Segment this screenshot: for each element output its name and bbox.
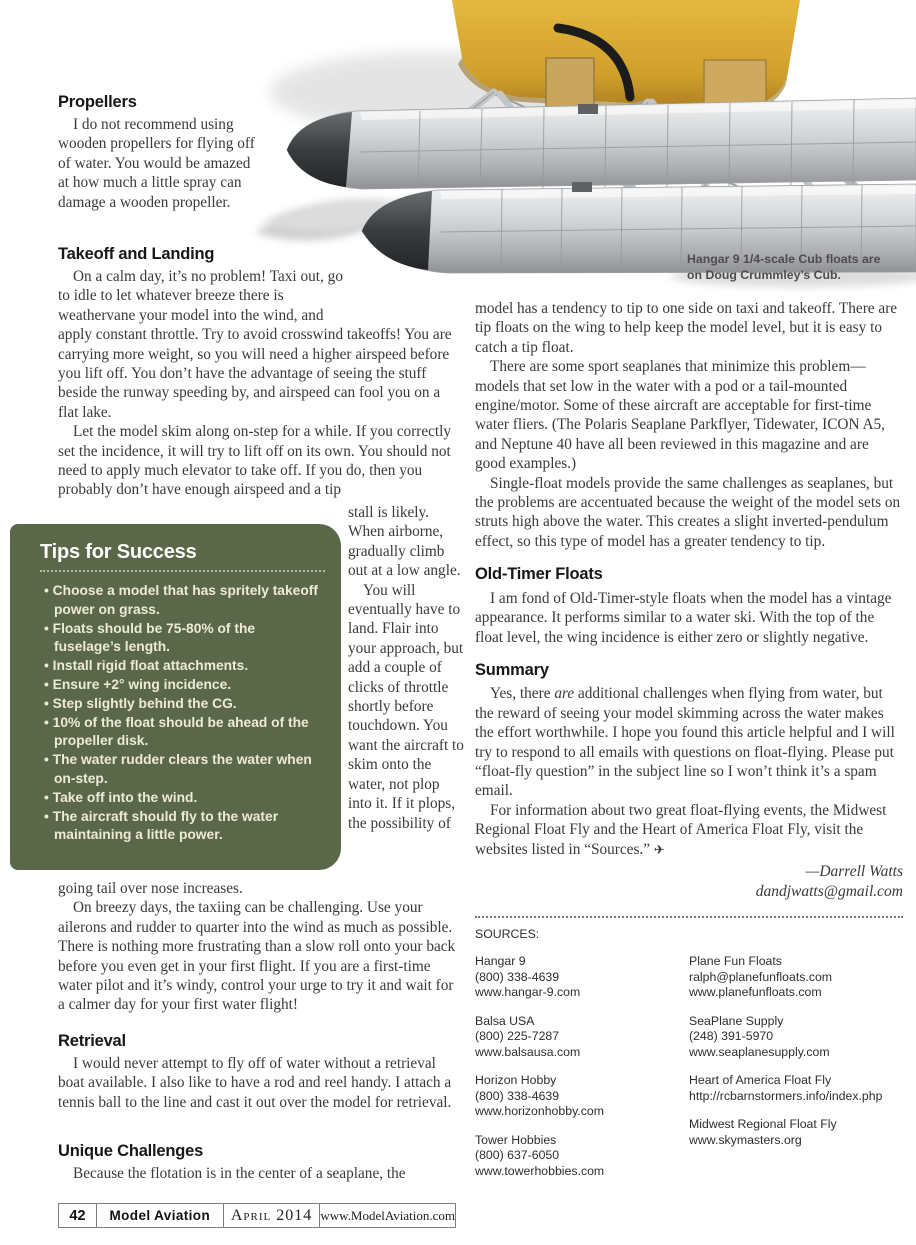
source-url: www.towerhobbies.com: [475, 1163, 605, 1178]
sources-label: SOURCES:: [475, 926, 540, 941]
source-entry: [475, 954, 689, 1001]
heading-summary: Summary: [475, 660, 549, 679]
footer-page-number: 42: [69, 1207, 86, 1224]
sources-column-1: [475, 954, 689, 1192]
tips-list-item: • The aircraft should fly to the water maintaining a little power.: [40, 808, 325, 846]
paragraph-retrieval: [58, 1054, 464, 1112]
source-entry: [689, 954, 903, 1001]
source-url: www.balsausa.com: [475, 1044, 581, 1059]
source-url: www.planefunfloats.com: [689, 985, 822, 1000]
paragraph-text: going tail over nose increases.: [58, 880, 243, 897]
source-entry: [689, 1117, 903, 1148]
heading-propellers: Propellers: [58, 93, 137, 111]
paragraph-text: additional challenges when flying from water, but the reward of seeing your model skimming across the water makes the effort worthwhile. I hope you found this article helpful and I will try to respond to all emails with questions on float-flying. Please put “float-fly question” in the subject line so I won’t think it’s a spam email.: [475, 685, 895, 800]
source-url: http://rcbarnstormers.info/index.php: [689, 1088, 883, 1103]
source-name: Tower Hobbies: [475, 1132, 557, 1147]
source-phone: (800) 338-4639: [475, 1088, 560, 1103]
page-footer: [58, 1203, 456, 1228]
author-signature: [475, 862, 903, 902]
paragraph-text: [58, 267, 464, 422]
source-phone: (800) 225-7287: [475, 1029, 560, 1044]
source-name: Midwest Regional Float Fly: [689, 1117, 837, 1132]
source-entry: [475, 1133, 689, 1180]
paragraph-summary: [475, 684, 903, 800]
tips-box-title: Tips for Success: [40, 541, 325, 572]
paragraph-text: For information about two great float-flying events, the Midwest Regional Float Fly and the Heart of America Float Fly, visit the websites listed in “Sources.”: [475, 801, 887, 858]
tips-list-item: • Install rigid float attachments.: [40, 657, 325, 676]
source-name: Balsa USA: [475, 1013, 535, 1028]
sources-columns: [475, 954, 903, 1192]
paragraph-text: Because the flotation is in the center of a seaplane, the: [73, 1165, 406, 1182]
tips-list-item: • Floats should be 75-80% of the fuselage’s length.: [40, 620, 325, 658]
source-name: Plane Fun Floats: [689, 954, 782, 969]
source-entry: [689, 1073, 903, 1104]
author-name: —Darrell Watts: [805, 862, 903, 880]
paragraph-propellers: [58, 115, 258, 212]
tips-list: [40, 582, 325, 845]
paragraph-takeoff: [58, 267, 464, 500]
heading-retrieval: Retrieval: [58, 1032, 126, 1050]
source-name: Hangar 9: [475, 954, 526, 969]
source-entry: [475, 1073, 689, 1120]
paragraph-text: I am fond of Old-Timer-style floats when the model has a vintage appearance. It performs similar to a water ski. With the top of the float level, the wing incidence is either zero or slightly negative.: [475, 589, 892, 646]
source-url: www.skymasters.org: [689, 1132, 802, 1147]
tips-list-item: • Choose a model that has spritely takeoff power on grass.: [40, 582, 325, 620]
paragraph-text: I do not recommend using wooden propellers for flying off of water. You would be amazed at how much a little spray can damage a wooden propeller.: [58, 116, 255, 211]
heading-old-timer-floats: Old-Timer Floats: [475, 565, 603, 584]
source-name: Heart of America Float Fly: [689, 1073, 832, 1088]
paragraph-text: On breezy days, the taxiing can be challenging. Use your ailerons and rudder to quarter into the wind as much as possible. There is nothing more frustrating than a slow roll onto your back before you even get in your first flight. If you are a first-time water pilot and it’s windy, control your urge to try it and wait for a calmer day for your first water flight!: [58, 899, 456, 1014]
paragraph-text: There are some sport seaplanes that minimize this problem—models that set low in the water with a pod or a tail-mounted engine/motor. Some of these aircraft are acceptable for first-time water fliers. (The Polaris Seaplane Parkflyer, Tidewater, ICON A5, and Neptune 40 have all been reviewed in this magazine and are good examples.): [475, 358, 885, 473]
paragraph-text: Single-float models provide the same challenges as seaplanes, but the problems are accentuated because the weight of the model sets on struts high above the water. This creates a slight inverted-pendulum effect, so this type of model has a greater tendency to tip.: [475, 474, 901, 550]
paragraph-text: You will eventually have to land. Flair into your approach, but add a couple of clicks of throttle shortly before touchdown. You want the aircraft to skim onto the water, not plop into it. If it plops, the possibility of: [348, 581, 464, 832]
tips-list-item: • The water rudder clears the water when on-step.: [40, 751, 325, 789]
tips-for-success-box: [10, 524, 341, 870]
photo-caption: Hangar 9 1/4-scale Cub floats are on Doug Crummley’s Cub.: [687, 252, 881, 282]
tips-list-item: • 10% of the float should be ahead of the propeller disk.: [40, 714, 325, 752]
paragraph-text: Yes, there: [490, 685, 555, 703]
source-name: Horizon Hobby: [475, 1073, 557, 1088]
paragraph-summary-2: [475, 801, 903, 860]
airplane-dingbat-icon: ✈: [653, 842, 665, 858]
footer-magazine-title: Model Aviation: [96, 1204, 223, 1227]
tips-list-item: • Step slightly behind the CG.: [40, 695, 325, 714]
tips-list-item: • Take off into the wind.: [40, 789, 325, 808]
emphasis-text: are: [554, 685, 575, 703]
source-phone: (800) 637-6050: [475, 1148, 560, 1163]
paragraph-text: On a calm day, it’s no problem! Taxi out, go to idle to let whatever breeze there is weathervane your model into the wind, and apply constant throttle. Try to avoid crosswind takeoffs! You are carrying more weight, so you will need a higher airspeed before you lift off. You don’t have the advantage of seeing the stuff beside the runway speeding by, and airspeed can fool you on a flat lake.: [58, 268, 452, 421]
paragraph-unique-challenges: [58, 1164, 464, 1183]
source-phone: (248) 391-5970: [689, 1029, 774, 1044]
source-url: www.horizonhobby.com: [475, 1104, 604, 1119]
source-email: ralph@planefunfloats.com: [689, 969, 833, 984]
source-entry: [689, 1014, 903, 1061]
sources-column-2: [689, 954, 903, 1192]
source-name: SeaPlane Supply: [689, 1013, 784, 1028]
author-email: dandjwatts@gmail.com: [755, 882, 903, 900]
paragraph-text: Let the model skim along on-step for a while. If you correctly set the incidence, it will try to lift off on its own. You should not need to apply much elevator to take off. If you do, then you probably don’t have enough airspeed and a tip: [58, 423, 452, 499]
paragraph-text: I would never attempt to fly off of water without a retrieval boat available. I also like to have a rod and reel handy. I attach a tennis ball to the line and cast it out over the model for retrieval.: [58, 1055, 452, 1111]
photo-wrap-spacer: [346, 267, 464, 307]
footer-issue-date: April 2014: [223, 1204, 320, 1227]
paragraph-text: stall is likely. When airborne, gradually climb out at a low angle.: [348, 504, 461, 580]
source-url: www.hangar-9.com: [475, 985, 581, 1000]
source-phone: (800) 338-4639: [475, 969, 560, 984]
sources-section: [475, 916, 903, 1193]
paragraph-text: model has a tendency to tip to one side on taxi and takeoff. There are tip floats on the wing to help keep the model level, but it is easy to catch a tip float.: [475, 300, 898, 356]
heading-unique-challenges: Unique Challenges: [58, 1142, 204, 1160]
source-entry: [475, 1014, 689, 1061]
source-url: www.seaplanesupply.com: [689, 1044, 830, 1059]
right-column: [475, 299, 903, 1192]
tips-list-item: • Ensure +2° wing incidence.: [40, 676, 325, 695]
footer-website: www.ModelAviation.com: [319, 1204, 455, 1227]
paragraph-strip: [348, 503, 465, 833]
heading-takeoff-landing: Takeoff and Landing: [58, 245, 215, 263]
paragraph-after-box: [58, 879, 464, 1015]
